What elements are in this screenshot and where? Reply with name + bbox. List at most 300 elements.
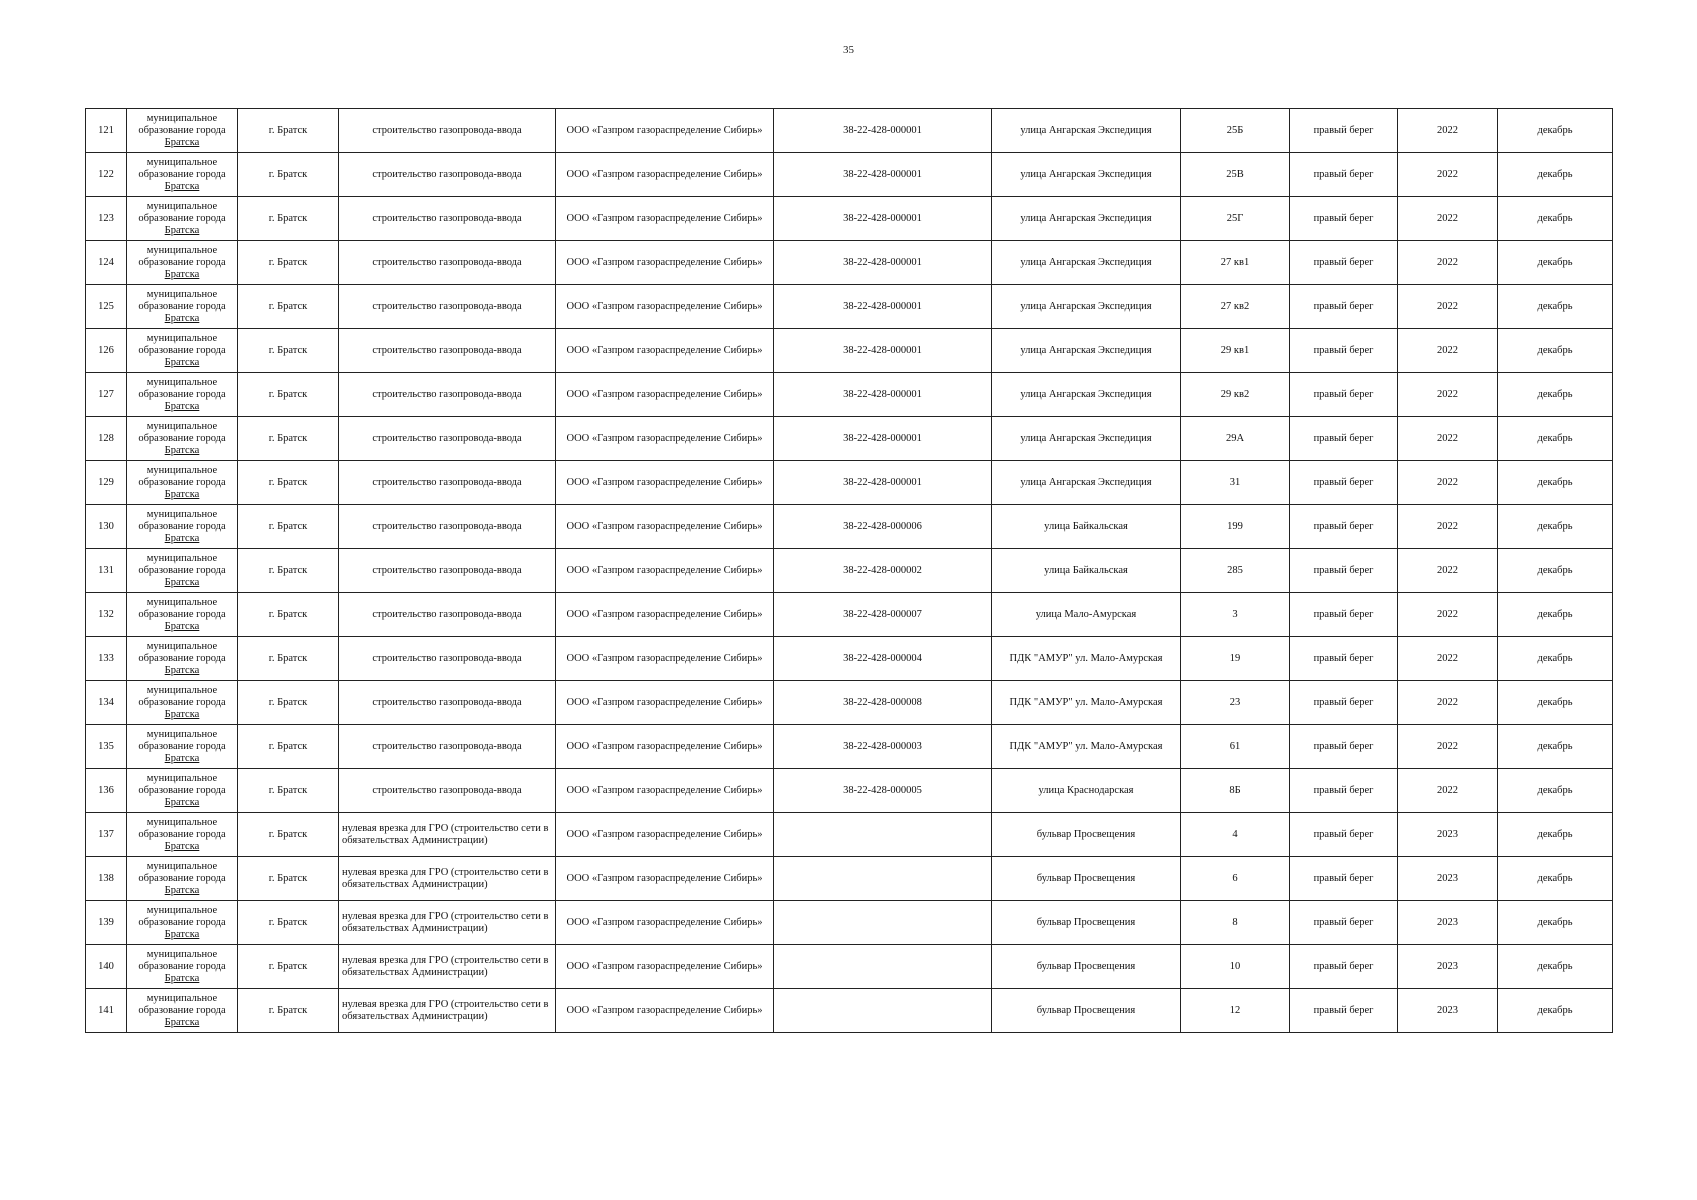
month-cell: декабрь (1498, 153, 1613, 197)
table-row (86, 769, 1613, 813)
work-type-cell: строительство газопровода-ввода (339, 637, 556, 681)
house-number-cell: 27 кв2 (1181, 285, 1290, 329)
organization-cell: ООО «Газпром газораспределение Сибирь» (556, 285, 774, 329)
municipality-line: муниципальное (146, 200, 218, 212)
object-code-cell: 38-22-428-000006 (774, 505, 992, 549)
row-number: 130 (86, 505, 127, 549)
city-cell: г. Братск (238, 769, 339, 813)
year-cell: 2022 (1398, 417, 1498, 461)
municipality-line: Братска (164, 884, 200, 896)
house-number-cell: 4 (1181, 813, 1290, 857)
bank-cell: правый берег (1290, 285, 1398, 329)
municipality-line: образование города (138, 696, 226, 708)
house-number-cell: 29 кв1 (1181, 329, 1290, 373)
municipality-line: муниципальное (146, 860, 218, 872)
municipality-line: Братска (164, 796, 200, 808)
bank-cell: правый берег (1290, 989, 1398, 1033)
work-type-cell: строительство газопровода-ввода (339, 417, 556, 461)
municipality-cell (127, 461, 238, 505)
municipality-line: образование города (138, 388, 226, 400)
municipality-line: образование города (138, 300, 226, 312)
municipality-line: образование города (138, 520, 226, 532)
table-row (86, 593, 1613, 637)
object-code-cell (774, 989, 992, 1033)
bank-cell: правый берег (1290, 813, 1398, 857)
table-row (86, 153, 1613, 197)
street-cell: ПДК "АМУР" ул. Мало-Амурская (992, 637, 1181, 681)
year-cell: 2023 (1398, 813, 1498, 857)
month-cell: декабрь (1498, 901, 1613, 945)
object-code-cell: 38-22-428-000004 (774, 637, 992, 681)
house-number-cell: 12 (1181, 989, 1290, 1033)
organization-cell: ООО «Газпром газораспределение Сибирь» (556, 417, 774, 461)
municipality-cell (127, 153, 238, 197)
municipality-line: образование города (138, 256, 226, 268)
table-row (86, 241, 1613, 285)
municipality-cell (127, 329, 238, 373)
year-cell: 2022 (1398, 285, 1498, 329)
municipality-line: муниципальное (146, 464, 218, 476)
municipality-line: Братска (164, 752, 200, 764)
city-cell: г. Братск (238, 373, 339, 417)
year-cell: 2022 (1398, 769, 1498, 813)
municipality-cell (127, 285, 238, 329)
municipality-line: Братска (164, 928, 200, 940)
bank-cell: правый берег (1290, 197, 1398, 241)
municipality-line: образование города (138, 960, 226, 972)
year-cell: 2023 (1398, 945, 1498, 989)
city-cell: г. Братск (238, 813, 339, 857)
row-number: 133 (86, 637, 127, 681)
city-cell: г. Братск (238, 593, 339, 637)
month-cell: декабрь (1498, 637, 1613, 681)
organization-cell: ООО «Газпром газораспределение Сибирь» (556, 989, 774, 1033)
organization-cell: ООО «Газпром газораспределение Сибирь» (556, 153, 774, 197)
bank-cell: правый берег (1290, 241, 1398, 285)
municipality-line: образование города (138, 608, 226, 620)
object-code-cell: 38-22-428-000001 (774, 197, 992, 241)
bank-cell: правый берег (1290, 725, 1398, 769)
work-type-cell: строительство газопровода-ввода (339, 593, 556, 637)
table-row (86, 417, 1613, 461)
municipality-cell (127, 725, 238, 769)
municipality-cell (127, 945, 238, 989)
object-code-cell: 38-22-428-000003 (774, 725, 992, 769)
street-cell: улица Ангарская Экспедиция (992, 461, 1181, 505)
year-cell: 2022 (1398, 241, 1498, 285)
municipality-line: муниципальное (146, 684, 218, 696)
row-number: 141 (86, 989, 127, 1033)
organization-cell: ООО «Газпром газораспределение Сибирь» (556, 593, 774, 637)
city-cell: г. Братск (238, 857, 339, 901)
municipality-cell (127, 197, 238, 241)
work-type-cell: строительство газопровода-ввода (339, 197, 556, 241)
city-cell: г. Братск (238, 637, 339, 681)
house-number-cell: 10 (1181, 945, 1290, 989)
object-code-cell (774, 813, 992, 857)
municipality-line: Братска (164, 400, 200, 412)
street-cell: бульвар Просвещения (992, 857, 1181, 901)
work-type-cell: нулевая врезка для ГРО (строительство сети в обязательствах Администрации) (339, 945, 556, 989)
work-type-cell: строительство газопровода-ввода (339, 153, 556, 197)
object-code-cell (774, 945, 992, 989)
year-cell: 2022 (1398, 461, 1498, 505)
municipality-line: Братска (164, 356, 200, 368)
municipality-line: муниципальное (146, 640, 218, 652)
row-number: 129 (86, 461, 127, 505)
bank-cell: правый берег (1290, 681, 1398, 725)
street-cell: улица Мало-Амурская (992, 593, 1181, 637)
municipality-line: образование города (138, 916, 226, 928)
street-cell: улица Ангарская Экспедиция (992, 241, 1181, 285)
city-cell: г. Братск (238, 945, 339, 989)
city-cell: г. Братск (238, 681, 339, 725)
organization-cell: ООО «Газпром газораспределение Сибирь» (556, 549, 774, 593)
bank-cell: правый берег (1290, 109, 1398, 153)
row-number: 139 (86, 901, 127, 945)
bank-cell: правый берег (1290, 945, 1398, 989)
municipality-cell (127, 241, 238, 285)
object-code-cell: 38-22-428-000008 (774, 681, 992, 725)
table-row (86, 329, 1613, 373)
city-cell: г. Братск (238, 329, 339, 373)
object-code-cell: 38-22-428-000001 (774, 241, 992, 285)
month-cell: декабрь (1498, 813, 1613, 857)
work-type-cell: нулевая врезка для ГРО (строительство сети в обязательствах Администрации) (339, 813, 556, 857)
street-cell: ПДК "АМУР" ул. Мало-Амурская (992, 725, 1181, 769)
object-code-cell: 38-22-428-000007 (774, 593, 992, 637)
work-type-cell: строительство газопровода-ввода (339, 329, 556, 373)
municipality-line: муниципальное (146, 948, 218, 960)
street-cell: улица Ангарская Экспедиция (992, 285, 1181, 329)
year-cell: 2022 (1398, 637, 1498, 681)
city-cell: г. Братск (238, 725, 339, 769)
year-cell: 2022 (1398, 109, 1498, 153)
municipality-cell (127, 989, 238, 1033)
row-number: 128 (86, 417, 127, 461)
row-number: 126 (86, 329, 127, 373)
house-number-cell: 31 (1181, 461, 1290, 505)
organization-cell: ООО «Газпром газораспределение Сибирь» (556, 329, 774, 373)
bank-cell: правый берег (1290, 549, 1398, 593)
municipality-cell (127, 417, 238, 461)
work-type-cell: нулевая врезка для ГРО (строительство сети в обязательствах Администрации) (339, 989, 556, 1033)
bank-cell: правый берег (1290, 373, 1398, 417)
municipality-line: образование города (138, 652, 226, 664)
house-number-cell: 3 (1181, 593, 1290, 637)
table-row (86, 725, 1613, 769)
year-cell: 2023 (1398, 857, 1498, 901)
city-cell: г. Братск (238, 505, 339, 549)
year-cell: 2023 (1398, 989, 1498, 1033)
organization-cell: ООО «Газпром газораспределение Сибирь» (556, 945, 774, 989)
row-number: 122 (86, 153, 127, 197)
municipality-line: образование города (138, 1004, 226, 1016)
municipality-line: образование города (138, 476, 226, 488)
table-row (86, 901, 1613, 945)
municipality-line: муниципальное (146, 992, 218, 1004)
municipality-line: Братска (164, 840, 200, 852)
year-cell: 2022 (1398, 725, 1498, 769)
city-cell: г. Братск (238, 549, 339, 593)
municipality-cell (127, 373, 238, 417)
year-cell: 2022 (1398, 329, 1498, 373)
organization-cell: ООО «Газпром газораспределение Сибирь» (556, 901, 774, 945)
object-code-cell: 38-22-428-000001 (774, 109, 992, 153)
municipality-line: Братска (164, 180, 200, 192)
object-code-cell: 38-22-428-000001 (774, 285, 992, 329)
month-cell: декабрь (1498, 241, 1613, 285)
year-cell: 2022 (1398, 197, 1498, 241)
house-number-cell: 6 (1181, 857, 1290, 901)
work-type-cell: строительство газопровода-ввода (339, 461, 556, 505)
house-number-cell: 8Б (1181, 769, 1290, 813)
house-number-cell: 61 (1181, 725, 1290, 769)
work-type-cell: строительство газопровода-ввода (339, 373, 556, 417)
row-number: 121 (86, 109, 127, 153)
municipality-line: образование города (138, 344, 226, 356)
city-cell: г. Братск (238, 285, 339, 329)
work-type-cell: строительство газопровода-ввода (339, 285, 556, 329)
municipality-line: муниципальное (146, 332, 218, 344)
street-cell: улица Ангарская Экспедиция (992, 417, 1181, 461)
street-cell: улица Ангарская Экспедиция (992, 329, 1181, 373)
municipality-line: Братска (164, 444, 200, 456)
gas-connection-table (85, 108, 1613, 1033)
organization-cell: ООО «Газпром газораспределение Сибирь» (556, 769, 774, 813)
year-cell: 2022 (1398, 373, 1498, 417)
row-number: 131 (86, 549, 127, 593)
row-number: 140 (86, 945, 127, 989)
municipality-line: муниципальное (146, 728, 218, 740)
street-cell: бульвар Просвещения (992, 989, 1181, 1033)
house-number-cell: 25Б (1181, 109, 1290, 153)
bank-cell: правый берег (1290, 153, 1398, 197)
organization-cell: ООО «Газпром газораспределение Сибирь» (556, 637, 774, 681)
month-cell: декабрь (1498, 857, 1613, 901)
table-row (86, 945, 1613, 989)
table-body (86, 109, 1613, 1033)
municipality-line: Братска (164, 664, 200, 676)
organization-cell: ООО «Газпром газораспределение Сибирь» (556, 681, 774, 725)
year-cell: 2022 (1398, 549, 1498, 593)
organization-cell: ООО «Газпром газораспределение Сибирь» (556, 241, 774, 285)
object-code-cell: 38-22-428-000002 (774, 549, 992, 593)
street-cell: улица Краснодарская (992, 769, 1181, 813)
municipality-line: Братска (164, 488, 200, 500)
table-row (86, 197, 1613, 241)
municipality-cell (127, 637, 238, 681)
house-number-cell: 29А (1181, 417, 1290, 461)
house-number-cell: 23 (1181, 681, 1290, 725)
city-cell: г. Братск (238, 153, 339, 197)
work-type-cell: строительство газопровода-ввода (339, 769, 556, 813)
municipality-line: муниципальное (146, 552, 218, 564)
year-cell: 2022 (1398, 593, 1498, 637)
table-row (86, 681, 1613, 725)
municipality-line: образование города (138, 740, 226, 752)
month-cell: декабрь (1498, 505, 1613, 549)
organization-cell: ООО «Газпром газораспределение Сибирь» (556, 505, 774, 549)
street-cell: бульвар Просвещения (992, 945, 1181, 989)
year-cell: 2023 (1398, 901, 1498, 945)
street-cell: ПДК "АМУР" ул. Мало-Амурская (992, 681, 1181, 725)
row-number: 135 (86, 725, 127, 769)
house-number-cell: 285 (1181, 549, 1290, 593)
table-row (86, 461, 1613, 505)
object-code-cell: 38-22-428-000001 (774, 461, 992, 505)
month-cell: декабрь (1498, 285, 1613, 329)
bank-cell: правый берег (1290, 901, 1398, 945)
work-type-cell: строительство газопровода-ввода (339, 725, 556, 769)
work-type-cell: строительство газопровода-ввода (339, 109, 556, 153)
work-type-cell: строительство газопровода-ввода (339, 241, 556, 285)
year-cell: 2022 (1398, 681, 1498, 725)
city-cell: г. Братск (238, 109, 339, 153)
municipality-cell (127, 681, 238, 725)
street-cell: улица Ангарская Экспедиция (992, 197, 1181, 241)
municipality-line: Братска (164, 532, 200, 544)
municipality-line: муниципальное (146, 420, 218, 432)
municipality-line: Братска (164, 312, 200, 324)
month-cell: декабрь (1498, 681, 1613, 725)
work-type-cell: строительство газопровода-ввода (339, 681, 556, 725)
object-code-cell: 38-22-428-000005 (774, 769, 992, 813)
bank-cell: правый берег (1290, 505, 1398, 549)
month-cell: декабрь (1498, 197, 1613, 241)
month-cell: декабрь (1498, 109, 1613, 153)
street-cell: бульвар Просвещения (992, 813, 1181, 857)
organization-cell: ООО «Газпром газораспределение Сибирь» (556, 109, 774, 153)
municipality-cell (127, 109, 238, 153)
house-number-cell: 199 (1181, 505, 1290, 549)
row-number: 127 (86, 373, 127, 417)
municipality-line: муниципальное (146, 156, 218, 168)
municipality-line: Братска (164, 576, 200, 588)
month-cell: декабрь (1498, 417, 1613, 461)
month-cell: декабрь (1498, 329, 1613, 373)
row-number: 138 (86, 857, 127, 901)
row-number: 134 (86, 681, 127, 725)
table-row (86, 549, 1613, 593)
bank-cell: правый берег (1290, 769, 1398, 813)
work-type-cell: нулевая врезка для ГРО (строительство сети в обязательствах Администрации) (339, 901, 556, 945)
city-cell: г. Братск (238, 241, 339, 285)
organization-cell: ООО «Газпром газораспределение Сибирь» (556, 197, 774, 241)
municipality-line: образование города (138, 124, 226, 136)
street-cell: улица Ангарская Экспедиция (992, 373, 1181, 417)
city-cell: г. Братск (238, 901, 339, 945)
municipality-line: муниципальное (146, 596, 218, 608)
municipality-line: образование города (138, 872, 226, 884)
table-row (86, 505, 1613, 549)
street-cell: улица Байкальская (992, 549, 1181, 593)
city-cell: г. Братск (238, 197, 339, 241)
work-type-cell: строительство газопровода-ввода (339, 549, 556, 593)
organization-cell: ООО «Газпром газораспределение Сибирь» (556, 857, 774, 901)
municipality-line: Братска (164, 972, 200, 984)
month-cell: декабрь (1498, 593, 1613, 637)
municipality-cell (127, 813, 238, 857)
year-cell: 2022 (1398, 153, 1498, 197)
object-code-cell: 38-22-428-000001 (774, 417, 992, 461)
municipality-line: Братска (164, 708, 200, 720)
municipality-cell (127, 593, 238, 637)
object-code-cell: 38-22-428-000001 (774, 373, 992, 417)
municipality-line: муниципальное (146, 288, 218, 300)
city-cell: г. Братск (238, 989, 339, 1033)
street-cell: бульвар Просвещения (992, 901, 1181, 945)
page-number: 35 (843, 44, 854, 56)
bank-cell: правый берег (1290, 461, 1398, 505)
bank-cell: правый берег (1290, 593, 1398, 637)
month-cell: декабрь (1498, 769, 1613, 813)
row-number: 125 (86, 285, 127, 329)
municipality-line: Братска (164, 268, 200, 280)
city-cell: г. Братск (238, 417, 339, 461)
row-number: 132 (86, 593, 127, 637)
row-number: 137 (86, 813, 127, 857)
table-row (86, 813, 1613, 857)
municipality-line: образование города (138, 212, 226, 224)
month-cell: декабрь (1498, 461, 1613, 505)
table-row (86, 637, 1613, 681)
organization-cell: ООО «Газпром газораспределение Сибирь» (556, 461, 774, 505)
object-code-cell: 38-22-428-000001 (774, 329, 992, 373)
bank-cell: правый берег (1290, 329, 1398, 373)
month-cell: декабрь (1498, 373, 1613, 417)
object-code-cell (774, 857, 992, 901)
municipality-line: Братска (164, 136, 200, 148)
house-number-cell: 19 (1181, 637, 1290, 681)
municipality-line: муниципальное (146, 904, 218, 916)
work-type-cell: нулевая врезка для ГРО (строительство сети в обязательствах Администрации) (339, 857, 556, 901)
municipality-line: Братска (164, 620, 200, 632)
municipality-cell (127, 769, 238, 813)
street-cell: улица Байкальская (992, 505, 1181, 549)
table-row (86, 109, 1613, 153)
house-number-cell: 25Г (1181, 197, 1290, 241)
municipality-line: образование города (138, 168, 226, 180)
row-number: 124 (86, 241, 127, 285)
table-row (86, 373, 1613, 417)
table-row (86, 857, 1613, 901)
street-cell: улица Ангарская Экспедиция (992, 109, 1181, 153)
row-number: 123 (86, 197, 127, 241)
bank-cell: правый берег (1290, 857, 1398, 901)
table-row (86, 285, 1613, 329)
table-row (86, 989, 1613, 1033)
organization-cell: ООО «Газпром газораспределение Сибирь» (556, 373, 774, 417)
street-cell: улица Ангарская Экспедиция (992, 153, 1181, 197)
municipality-line: Братска (164, 1016, 200, 1028)
municipality-cell (127, 901, 238, 945)
municipality-line: образование города (138, 564, 226, 576)
month-cell: декабрь (1498, 989, 1613, 1033)
municipality-line: муниципальное (146, 816, 218, 828)
municipality-line: образование города (138, 432, 226, 444)
municipality-line: образование города (138, 828, 226, 840)
municipality-line: муниципальное (146, 112, 218, 124)
house-number-cell: 29 кв2 (1181, 373, 1290, 417)
bank-cell: правый берег (1290, 637, 1398, 681)
object-code-cell: 38-22-428-000001 (774, 153, 992, 197)
month-cell: декабрь (1498, 725, 1613, 769)
municipality-line: муниципальное (146, 244, 218, 256)
month-cell: декабрь (1498, 549, 1613, 593)
organization-cell: ООО «Газпром газораспределение Сибирь» (556, 725, 774, 769)
house-number-cell: 8 (1181, 901, 1290, 945)
